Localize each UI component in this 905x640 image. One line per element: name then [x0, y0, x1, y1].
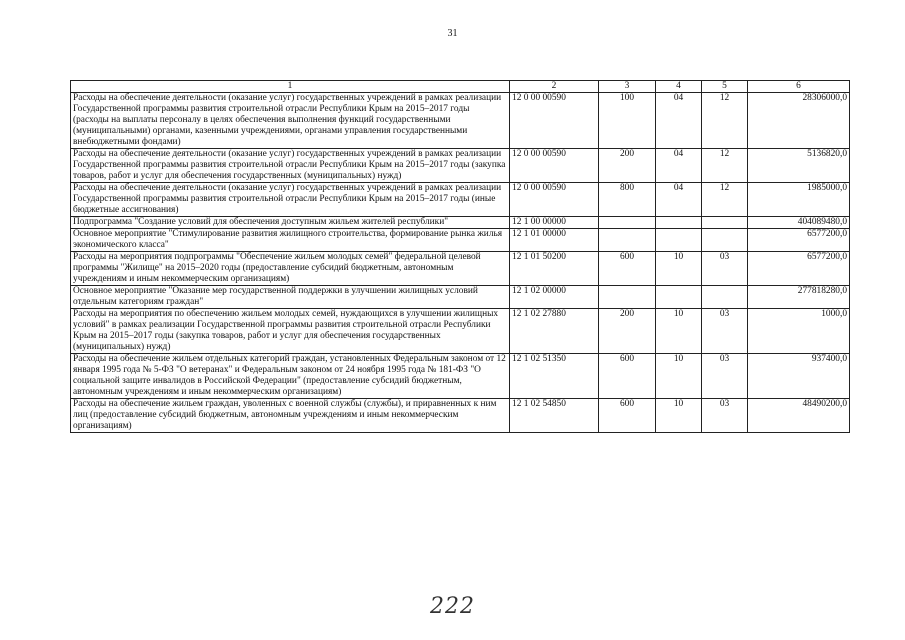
- expense-type-code: [599, 217, 656, 229]
- expense-type-code: 200: [599, 309, 656, 354]
- section-code: [656, 286, 702, 309]
- expense-description: Расходы на мероприятия подпрограммы "Обеспечение жильем молодых семей" федеральной целевой программы "Жилище" на 2015–2020 годы (предоставление субсидий бюджетным, автономным учреждениям и иным некоммерческим организациям): [71, 252, 510, 286]
- target-article-code: 12 0 00 00590: [510, 183, 599, 217]
- subsection-code: [702, 217, 748, 229]
- column-header: 3: [599, 81, 656, 93]
- handwritten-page-mark: 222: [430, 594, 475, 619]
- expense-type-code: [599, 229, 656, 252]
- amount: 6577200,0: [748, 252, 850, 286]
- page-number: 31: [447, 28, 458, 39]
- section-code: 04: [656, 93, 702, 149]
- amount: 5136820,0: [748, 149, 850, 183]
- section-code: [656, 229, 702, 252]
- amount: 6577200,0: [748, 229, 850, 252]
- subsection-code: 03: [702, 354, 748, 399]
- column-header: 1: [71, 81, 510, 93]
- target-article-code: 12 1 02 00000: [510, 286, 599, 309]
- amount: 404089480,0: [748, 217, 850, 229]
- amount: 937400,0: [748, 354, 850, 399]
- table-row: [71, 252, 850, 286]
- subsection-code: 12: [702, 149, 748, 183]
- expense-description: Расходы на обеспечение жильем граждан, уволенных с военной службы (службы), и приравненных к ним лиц (предоставление субсидий бюджетным, автономным учреждениям и иным некоммерческим организациям): [71, 399, 510, 433]
- table-row: [71, 309, 850, 354]
- subsection-code: 03: [702, 399, 748, 433]
- expense-description: Основное мероприятие "Оказание мер государственной поддержки в улучшении жилищных условий отдельным категориям граждан": [71, 286, 510, 309]
- table-row: [71, 183, 850, 217]
- target-article-code: 12 1 02 54850: [510, 399, 599, 433]
- section-code: 10: [656, 252, 702, 286]
- amount: 48490200,0: [748, 399, 850, 433]
- column-header: 2: [510, 81, 599, 93]
- target-article-code: 12 0 00 00590: [510, 93, 599, 149]
- table-header-row: [71, 81, 850, 93]
- expense-type-code: 800: [599, 183, 656, 217]
- column-header: 5: [702, 81, 748, 93]
- amount: 1000,0: [748, 309, 850, 354]
- section-code: 04: [656, 149, 702, 183]
- expense-type-code: [599, 286, 656, 309]
- expense-type-code: 600: [599, 252, 656, 286]
- target-article-code: 12 1 02 27880: [510, 309, 599, 354]
- expense-description: Подпрограмма "Создание условий для обеспечения доступным жильем жителей республики": [71, 217, 510, 229]
- expense-type-code: 100: [599, 93, 656, 149]
- subsection-code: [702, 229, 748, 252]
- table-row: [71, 354, 850, 399]
- amount: 28306000,0: [748, 93, 850, 149]
- expense-description: Расходы на обеспечение деятельности (оказание услуг) государственных учреждений в рамках реализации Государственной программы развития строительной отрасли Республики Крым на 2015–2017 годы (закупка товаров, работ и услуг для обеспечения государственных (муниципальных) нужд): [71, 149, 510, 183]
- expense-description: Расходы на мероприятия по обеспечению жильем молодых семей, нуждающихся в улучшении жилищных условий" в рамках реализации Государственной программы развития строительной отрасли Республики Крым на 2015–2017 годы (закупка товаров, работ и услуг для обеспечения государственных (муниципальных) нужд): [71, 309, 510, 354]
- section-code: [656, 217, 702, 229]
- target-article-code: 12 1 02 51350: [510, 354, 599, 399]
- section-code: 04: [656, 183, 702, 217]
- expense-description: Основное мероприятие "Стимулирование развития жилищного строительства, формирование рынка жилья экономического класса": [71, 229, 510, 252]
- column-header: 6: [748, 81, 850, 93]
- budget-table: [70, 80, 850, 433]
- expense-description: Расходы на обеспечение жильем отдельных категорий граждан, установленных Федеральным законом от 12 января 1995 года № 5-ФЗ "О ветеранах" и Федеральным законом от 24 ноября 1995 года № 181-ФЗ "О социальной защите инвалидов в Российской Федерации" (предоставление субсидий бюджетным, автономным учреждениям и иным некоммерческим организациям): [71, 354, 510, 399]
- column-header: 4: [656, 81, 702, 93]
- section-code: 10: [656, 399, 702, 433]
- subsection-code: [702, 286, 748, 309]
- section-code: 10: [656, 309, 702, 354]
- expense-type-code: 600: [599, 354, 656, 399]
- subsection-code: 03: [702, 252, 748, 286]
- table-row: [71, 149, 850, 183]
- amount: 277818280,0: [748, 286, 850, 309]
- table-row: [71, 399, 850, 433]
- expense-type-code: 200: [599, 149, 656, 183]
- table-row: [71, 286, 850, 309]
- subsection-code: 12: [702, 93, 748, 149]
- expense-type-code: 600: [599, 399, 656, 433]
- target-article-code: 12 1 00 00000: [510, 217, 599, 229]
- section-code: 10: [656, 354, 702, 399]
- amount: 1985000,0: [748, 183, 850, 217]
- target-article-code: 12 0 00 00590: [510, 149, 599, 183]
- table-row: [71, 93, 850, 149]
- table-row: [71, 229, 850, 252]
- subsection-code: 03: [702, 309, 748, 354]
- target-article-code: 12 1 01 00000: [510, 229, 599, 252]
- subsection-code: 12: [702, 183, 748, 217]
- target-article-code: 12 1 01 50200: [510, 252, 599, 286]
- expense-description: Расходы на обеспечение деятельности (оказание услуг) государственных учреждений в рамках реализации Государственной программы развития строительной отрасли Республики Крым на 2015–2017 годы (иные бюджетные ассигнования): [71, 183, 510, 217]
- expense-description: Расходы на обеспечение деятельности (оказание услуг) государственных учреждений в рамках реализации Государственной программы развития строительной отрасли Республики Крым на 2015–2017 годы (расходы на выплаты персоналу в целях обеспечения выполнения функций государственными (муниципальными) органами, казенными учреждениями, органами управления государственными внебюджетными фондами): [71, 93, 510, 149]
- table-row: [71, 217, 850, 229]
